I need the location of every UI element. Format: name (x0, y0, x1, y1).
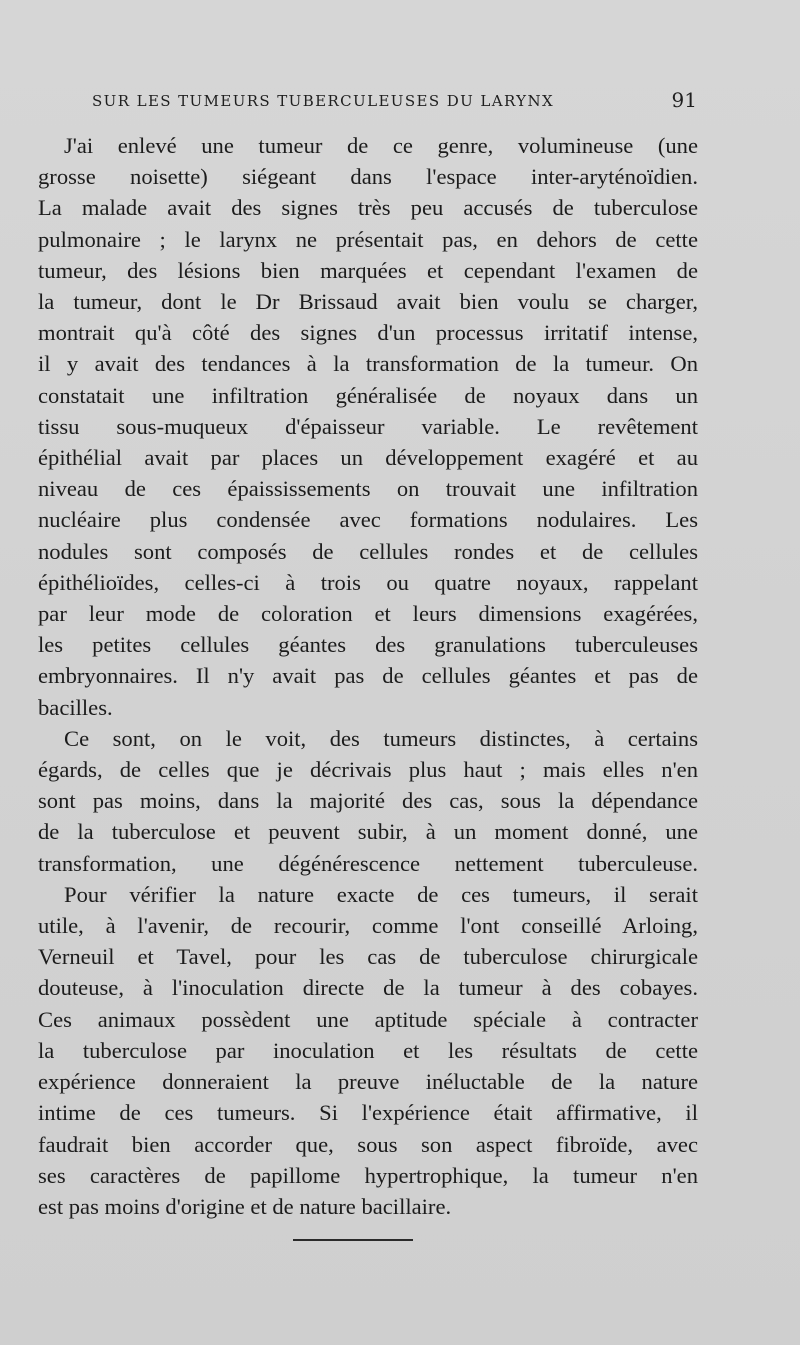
body-text (38, 130, 698, 1222)
text-line: douteuse, à l'inoculation directe de la tumeur à des cobayes. (38, 975, 698, 1001)
text-line: niveau de ces épaississements on trouvait une infiltration (38, 476, 698, 502)
text-line: expérience donneraient la preuve inéluctable de la nature (38, 1069, 698, 1095)
page-number: 91 (671, 88, 697, 112)
running-title: SUR LES TUMEURS TUBERCULEUSES DU LARYNX (92, 92, 555, 110)
text-line: tumeur, des lésions bien marquées et cependant l'examen de (38, 257, 698, 283)
text-line: bacilles. (38, 694, 113, 720)
text-line: il y avait des tendances à la transformation de la tumeur. On (38, 351, 698, 377)
text-line: Ce sont, on le voit, des tumeurs distinctes, à certains (64, 725, 698, 751)
text-line: égards, de celles que je décrivais plus haut ; mais elles n'en (38, 757, 698, 783)
text-line: épithélial avait par places un développement exagéré et au (38, 445, 698, 471)
text-line: transformation, une dégénérescence nettement tuberculeuse. (38, 850, 698, 876)
text-line: Pour vérifier la nature exacte de ces tumeurs, il serait (64, 881, 698, 907)
text-line: de la tuberculose et peuvent subir, à un moment donné, une (38, 819, 698, 845)
text-line: est pas moins d'origine et de nature bacillaire. (38, 1193, 452, 1219)
page-header (92, 88, 697, 114)
text-line: La malade avait des signes très peu accusés de tuberculose (38, 195, 698, 221)
text-line: ses caractères de papillome hypertrophique, la tumeur n'en (38, 1162, 698, 1188)
text-line: pulmonaire ; le larynx ne présentait pas, en dehors de cette (38, 226, 698, 252)
text-line: épithélioïdes, celles-ci à trois ou quatre noyaux, rappelant (38, 569, 698, 595)
text-line: nodules sont composés de cellules rondes et de cellules (38, 538, 698, 564)
text-line: montrait qu'à côté des signes d'un processus irritatif intense, (38, 320, 698, 346)
text-line: sont pas moins, dans la majorité des cas, sous la dépendance (38, 788, 698, 814)
text-line: par leur mode de coloration et leurs dimensions exagérées, (38, 601, 698, 627)
text-line: constatait une infiltration généralisée de noyaux dans un (38, 382, 698, 408)
text-line: la tuberculose par inoculation et les résultats de cette (38, 1037, 698, 1063)
text-line: la tumeur, dont le Dr Brissaud avait bien voulu se charger, (38, 289, 698, 315)
text-line: Verneuil et Tavel, pour les cas de tuberculose chirurgicale (38, 944, 698, 970)
text-line: nucléaire plus condensée avec formations nodulaires. Les (38, 507, 698, 533)
text-line: grosse noisette) siégeant dans l'espace inter-aryténoïdien. (38, 164, 698, 190)
text-line: intime de ces tumeurs. Si l'expérience était affirmative, il (38, 1100, 698, 1126)
text-line: embryonnaires. Il n'y avait pas de cellules géantes et pas de (38, 663, 698, 689)
text-line: J'ai enlevé une tumeur de ce genre, volumineuse (une (64, 133, 698, 158)
text-line: Ces animaux possèdent une aptitude spéciale à contracter (38, 1006, 698, 1032)
section-end-rule (293, 1239, 413, 1241)
text-line: les petites cellules géantes des granulations tuberculeuses (38, 632, 698, 658)
text-line: faudrait bien accorder que, sous son aspect fibroïde, avec (38, 1131, 698, 1157)
text-line: utile, à l'avenir, de recourir, comme l'ont conseillé Arloing, (38, 913, 698, 939)
text-line: tissu sous-muqueux d'épaisseur variable. Le revêtement (38, 413, 698, 439)
